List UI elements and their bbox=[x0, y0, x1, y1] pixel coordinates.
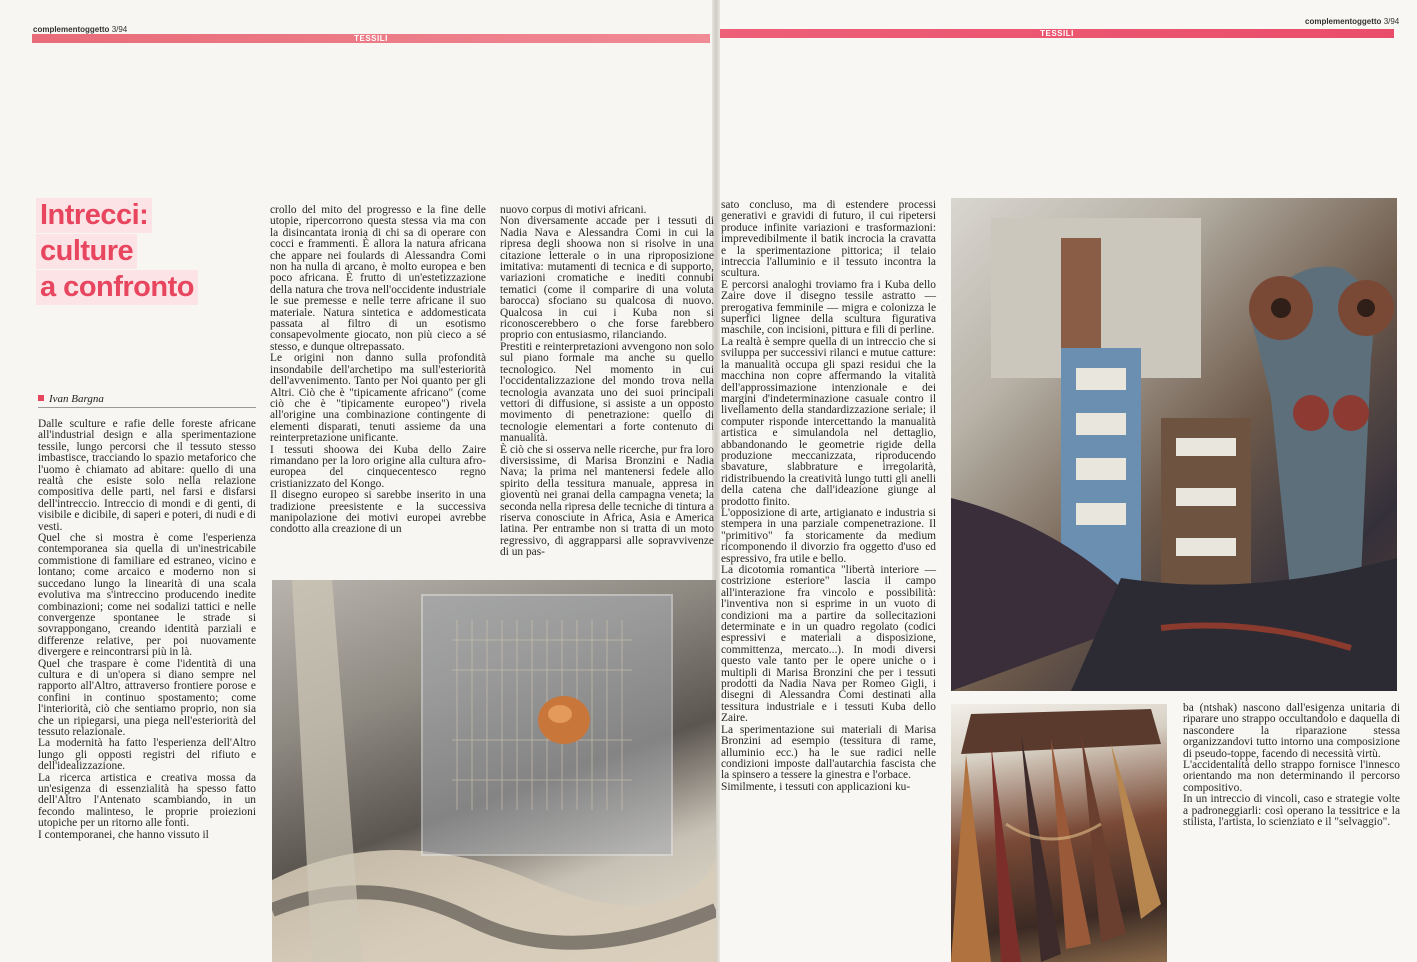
section-band-right: TESSILI bbox=[720, 29, 1394, 38]
masthead-issue: 3/94 bbox=[1383, 17, 1400, 26]
masthead-issue: 3/94 bbox=[111, 25, 128, 34]
title-line: a confronto bbox=[36, 270, 198, 305]
paragraph: La modernità ha fatto l'esperienza dell'Altro lungo gli opposti registri del rifiuto e dell'idealizzazione. bbox=[38, 737, 256, 773]
paragraph: Quel che si mostra è come l'esperienza contemporanea sia quella di un'inestricabile commistione di familiare ed estraneo, vicino e lontano; come arcaico e moderno non si succedano lungo la linearità di una scala evolutiva ma s'intreccino producendo inedite combinazioni; come nei sodalizi tattici e nelle convergenze spontanee le strade si sovrappongano, creando identità parziali e differenze relative, per poi nuovamente divergere e reincontrarsi più in là. bbox=[38, 532, 256, 659]
paragraph: Il disegno europeo si sarebbe inserito in una tradizione preesistente e la successiva manipolazione dei motivi europei avrebbe condotto alla creazione di un bbox=[270, 489, 486, 536]
text-column-4 bbox=[721, 200, 936, 793]
masthead-left bbox=[33, 25, 127, 34]
paragraph: La realtà è sempre quella di un intreccio che si sviluppa per successivi rilanci e mutue catture: la manualità occupa gli spazi residui che la macchina non copre affermando la vitalità dell'approssimazione intenzionale e dei margini d'indeterminazione casuale contro il livellamento della standardizzazione seriale; il computer risponde intercettando la manualità artistica e simulandola nel dettaglio, abbandonando le geometrie rigide della produzione meccanizzata, riproducendo sbavature, slabbrature e irregolarità, ridistribuendo la creatività lungo tutti gli anelli della catena che dall'ideazione giunge al prodotto finito. bbox=[721, 335, 936, 508]
section-band-left: TESSILI bbox=[32, 34, 710, 43]
text-column-3 bbox=[500, 205, 714, 559]
paragraph: La sperimentazione sui materiali di Marisa Bronzini ad esempio (tessitura di rame, alluminio ecc.) ha le sue radici nelle condizioni imposte dall'autarchia fascista che la spinsero a tessere la ginestra e l'orbace. bbox=[721, 723, 936, 782]
paragraph: E percorsi analoghi troviamo fra i Kuba dello Zaire dove il disegno tessile astratto — prerogativa femminile — migra e colonizza le superfici lignee della scultura figurativa maschile, con incisioni, pittura e fili di perline. bbox=[721, 278, 936, 337]
paragraph: nuovo corpus di motivi africani. bbox=[500, 204, 647, 216]
paragraph: crollo del mito del progresso e la fine delle utopie, ripercorrono questa stessa via ma con la disincantata ironia di chi sa di operare con cocci e frammenti. È allora la natura africana che appare nei foulards di Alessandra Comi non ha nulla di arcano, è molto europea e ben poco africana. È frutto di un'estetizzazione della natura che trova nell'occidente industriale le sue premesse e nelle terre africane il suo materiale. Natura sintetica e addomesticata passata al filtro di un esotismo consapevolmente giocato, non più cieco a sé stesso, e dunque oltrepassato. bbox=[270, 204, 486, 353]
paragraph: La ricerca artistica e creativa mossa da un'esigenza di essenzialità ha spesso fatto dell'Altro l'Antenato scambiando, in un fecondo malinteso, le proprie proiezioni utopiche per un ritorno alle fonti. bbox=[38, 771, 256, 830]
masthead-brand: complementoggetto bbox=[33, 25, 110, 34]
paragraph: Prestiti e reinterpretazioni avvengono non solo sul piano formale ma anche su quello tecnologico. Nel momento in cui l'occidentalizzazione del mondo trova nella tecnologia avanzata uno dei suoi principali vettori di diffusione, si assiste a un opposto movimento di penetrazione: quello di tecnologie elementari a forte contenuto di manualità. bbox=[500, 340, 714, 445]
text-column-2 bbox=[270, 205, 486, 536]
paragraph: L'accidentalità dello strappo fornisce l'innesco orientando ma non determinando il percorso compositivo. bbox=[1183, 759, 1400, 794]
byline-square-icon bbox=[38, 395, 44, 401]
paragraph: Similmente, i tessuti con applicazioni ku- bbox=[721, 780, 911, 793]
text-column-5 bbox=[1183, 703, 1400, 828]
paragraph: sato concluso, ma di estendere processi generativi e gravidi di futuro, il cui ripetersi produce infinite variazioni e trasformazioni: imprevedibilmente il batik incrocia la cravatta e la sperimentazione pittorica; il telaio intreccia l'alluminio e il tessuto incontra la scultura. bbox=[721, 199, 936, 280]
paragraph: Quel che traspare è come l'identità di una cultura e di un'opera si diano sempre nel rapporto all'Altro, attraverso frontiere porose e confini in continuo spostamento; come l'interiorità, ciò che sentiamo proprio, non sia che un ripiegarsi, una piega nell'esteriorità del tessuto relazionale. bbox=[38, 657, 256, 738]
paragraph: Le origini non danno sulla profondità insondabile dell'archetipo ma sull'esteriorità dell'avvenimento. Tanto per Noi quanto per gli Altri. Ciò che è "tipicamente africano" (come ciò che è "tipicamente europeo") rivela all'origine una combinazione contingente di elementi disparati, tenuti assieme da una reinterpretazione unificante. bbox=[270, 352, 486, 445]
photo-hanging-textiles bbox=[951, 704, 1167, 962]
author-name: Ivan Bargna bbox=[49, 393, 104, 405]
paragraph: I tessuti shoowa dei Kuba dello Zaire rimandano per la loro origine alla cultura afro-europea del cinquecentesco regno cristianizzato del Kongo. bbox=[270, 443, 486, 490]
masthead-right bbox=[1305, 17, 1399, 26]
article-title bbox=[36, 198, 236, 306]
paragraph: I contemporanei, che hanno vissuto il bbox=[38, 828, 209, 841]
photo-kuba-mask bbox=[951, 198, 1397, 691]
title-line: culture bbox=[36, 234, 137, 269]
paragraph: ba (ntshak) nascono dall'esigenza unitaria di riparare uno strappo occultandolo e daquella di nascondere la riparazione stessa organizzandovi tutto intorno una composizione di pseudo-toppe, facendo di necessità virtù. bbox=[1183, 702, 1400, 760]
paragraph: È ciò che si osserva nelle ricerche, pur fra loro diversissime, di Marisa Bronzini e Nadia Nava; la prima nel mantenersi fedele allo spirito della tessitura manuale, appresa in gioventù nei granai della campagna veneta; la seconda nella ripresa delle tecniche di tintura a riserva conosciute in Africa, Asia e America latina. Per entrambe non si tratta di un moto regressivo, di aggrapparsi alle sopravvivenze di un pas- bbox=[500, 443, 714, 559]
paragraph: Non diversamente accade per i tessuti di Nadia Nava e Alessandra Comi in cui la ripresa degli shoowa non si risolve in una citazione letterale o in una riproposizione imitativa: mutamenti di tecnica e di supporto, variazioni cromatiche e inediti connubi tematici (come il comparire di una voluta barocca) sfociano su qualcosa di nuovo. Qualcosa in cui i Kuba non si riconoscerebbero o che forse farebbero proprio con entusiasmo, rilanciando. bbox=[500, 215, 714, 342]
author-byline bbox=[38, 393, 256, 408]
paragraph: In un intreccio di vincoli, caso e strategie volte a padroneggiarli: così operano la tessitrice e la stilista, l'artista, lo scienziato e il "selvaggio". bbox=[1183, 793, 1400, 829]
masthead-brand: complementoggetto bbox=[1305, 17, 1382, 26]
title-line: Intrecci: bbox=[36, 198, 152, 233]
text-column-1 bbox=[38, 419, 256, 841]
photo-woven-panel bbox=[272, 580, 716, 962]
paragraph: La dicotomia romantica "libertà interiore — costrizione esteriore" lascia il campo all'interazione fra vincolo e possibilità: l'inventiva non si esprime in un vuoto di condizioni ma a partire da sollecitazioni determinate e in un quadro regolato (codici espressivi e materiali a disposizione, committenza, mercato...). In modi diversi questo vale tanto per le opere uniche o i multipli di Marisa Bronzini che per i tessuti prodotti da Nadia Nava per Romeo Gigli, i disegni di Alessandra Comi destinati alla tessitura industriale e i tessuti Kuba dello Zaire. bbox=[721, 564, 936, 725]
paragraph: Dalle sculture e rafie delle foreste africane all'industrial design e alla sperimentazione tessile, lungo percorsi che il tessuto stesso imbastisce, tracciando lo spazio metaforico che l'uomo è chiamato ad abitare: quello di una realtà che esiste solo nella relazione compositiva delle parti, nel farsi e disfarsi dell'intreccio. Intreccio di mondi e di genti, di visibile e dicibile, di saperi e poteri, di nudi e di vesti. bbox=[38, 418, 256, 533]
paragraph: L'opposizione di arte, artigianato e industria si stempera in una parziale compenetrazione. Il "primitivo" fa storicamente da medium ricomponendo il divorzio fra oggetto d'uso ed espressivo, fra utile e bello. bbox=[721, 506, 936, 565]
